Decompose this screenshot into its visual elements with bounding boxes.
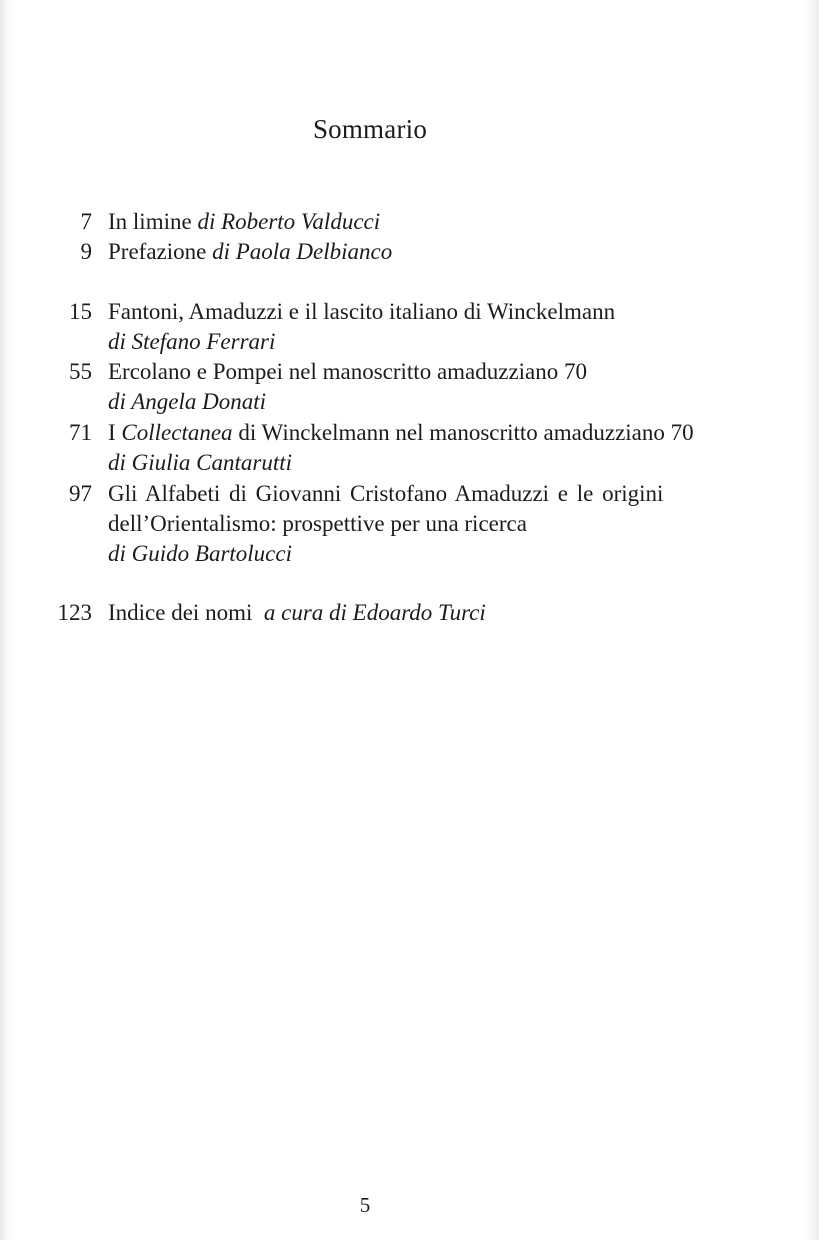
toc-author: a cura di Edoardo Turci	[263, 600, 486, 625]
toc-title-line	[108, 598, 486, 628]
toc-title: In limine	[108, 209, 198, 234]
page-number-folio: 5	[359, 1193, 371, 1217]
toc-page-number: 55	[69, 359, 92, 384]
toc-title-line	[108, 207, 380, 237]
toc-title: Prefazione	[108, 239, 213, 264]
toc-author: di Paola Delbianco	[212, 239, 393, 264]
toc-page-number: 123	[57, 600, 92, 625]
toc-title-line-1: Gli Alfabeti di Giovanni Cristofano Amaduzzi e le origini	[108, 481, 664, 506]
toc-page-number: 71	[69, 420, 92, 445]
toc-title: Ercolano e Pompei nel manoscritto amaduzziano 70	[108, 359, 588, 384]
toc-author: di Roberto Valducci	[197, 209, 381, 234]
toc-page-number: 97	[69, 481, 92, 506]
toc-title-line-2: dell’Orientalismo: prospettive per una ricerca	[108, 511, 527, 536]
toc-title-line	[108, 418, 694, 448]
toc-title-line	[108, 237, 392, 267]
toc-title: Fantoni, Amaduzzi e il lascito italiano di Winckelmann	[108, 299, 616, 324]
toc-title: Indice dei nomi	[108, 600, 264, 625]
toc-author: di Guido Bartolucci	[108, 541, 292, 566]
toc-title-italic: Collectanea	[121, 420, 233, 445]
page-title: Sommario	[312, 114, 428, 144]
toc-title-suffix: di Winckelmann nel manoscritto amaduzziano 70	[232, 420, 694, 445]
toc-page-number: 9	[80, 239, 92, 264]
toc-page-number: 7	[80, 209, 92, 234]
toc-title-prefix: I	[108, 420, 122, 445]
toc-author: di Giulia Cantarutti	[108, 450, 293, 475]
toc-author: di Stefano Ferrari	[108, 329, 276, 354]
toc-author: di Angela Donati	[108, 389, 267, 414]
toc-page-number: 15	[69, 299, 92, 324]
